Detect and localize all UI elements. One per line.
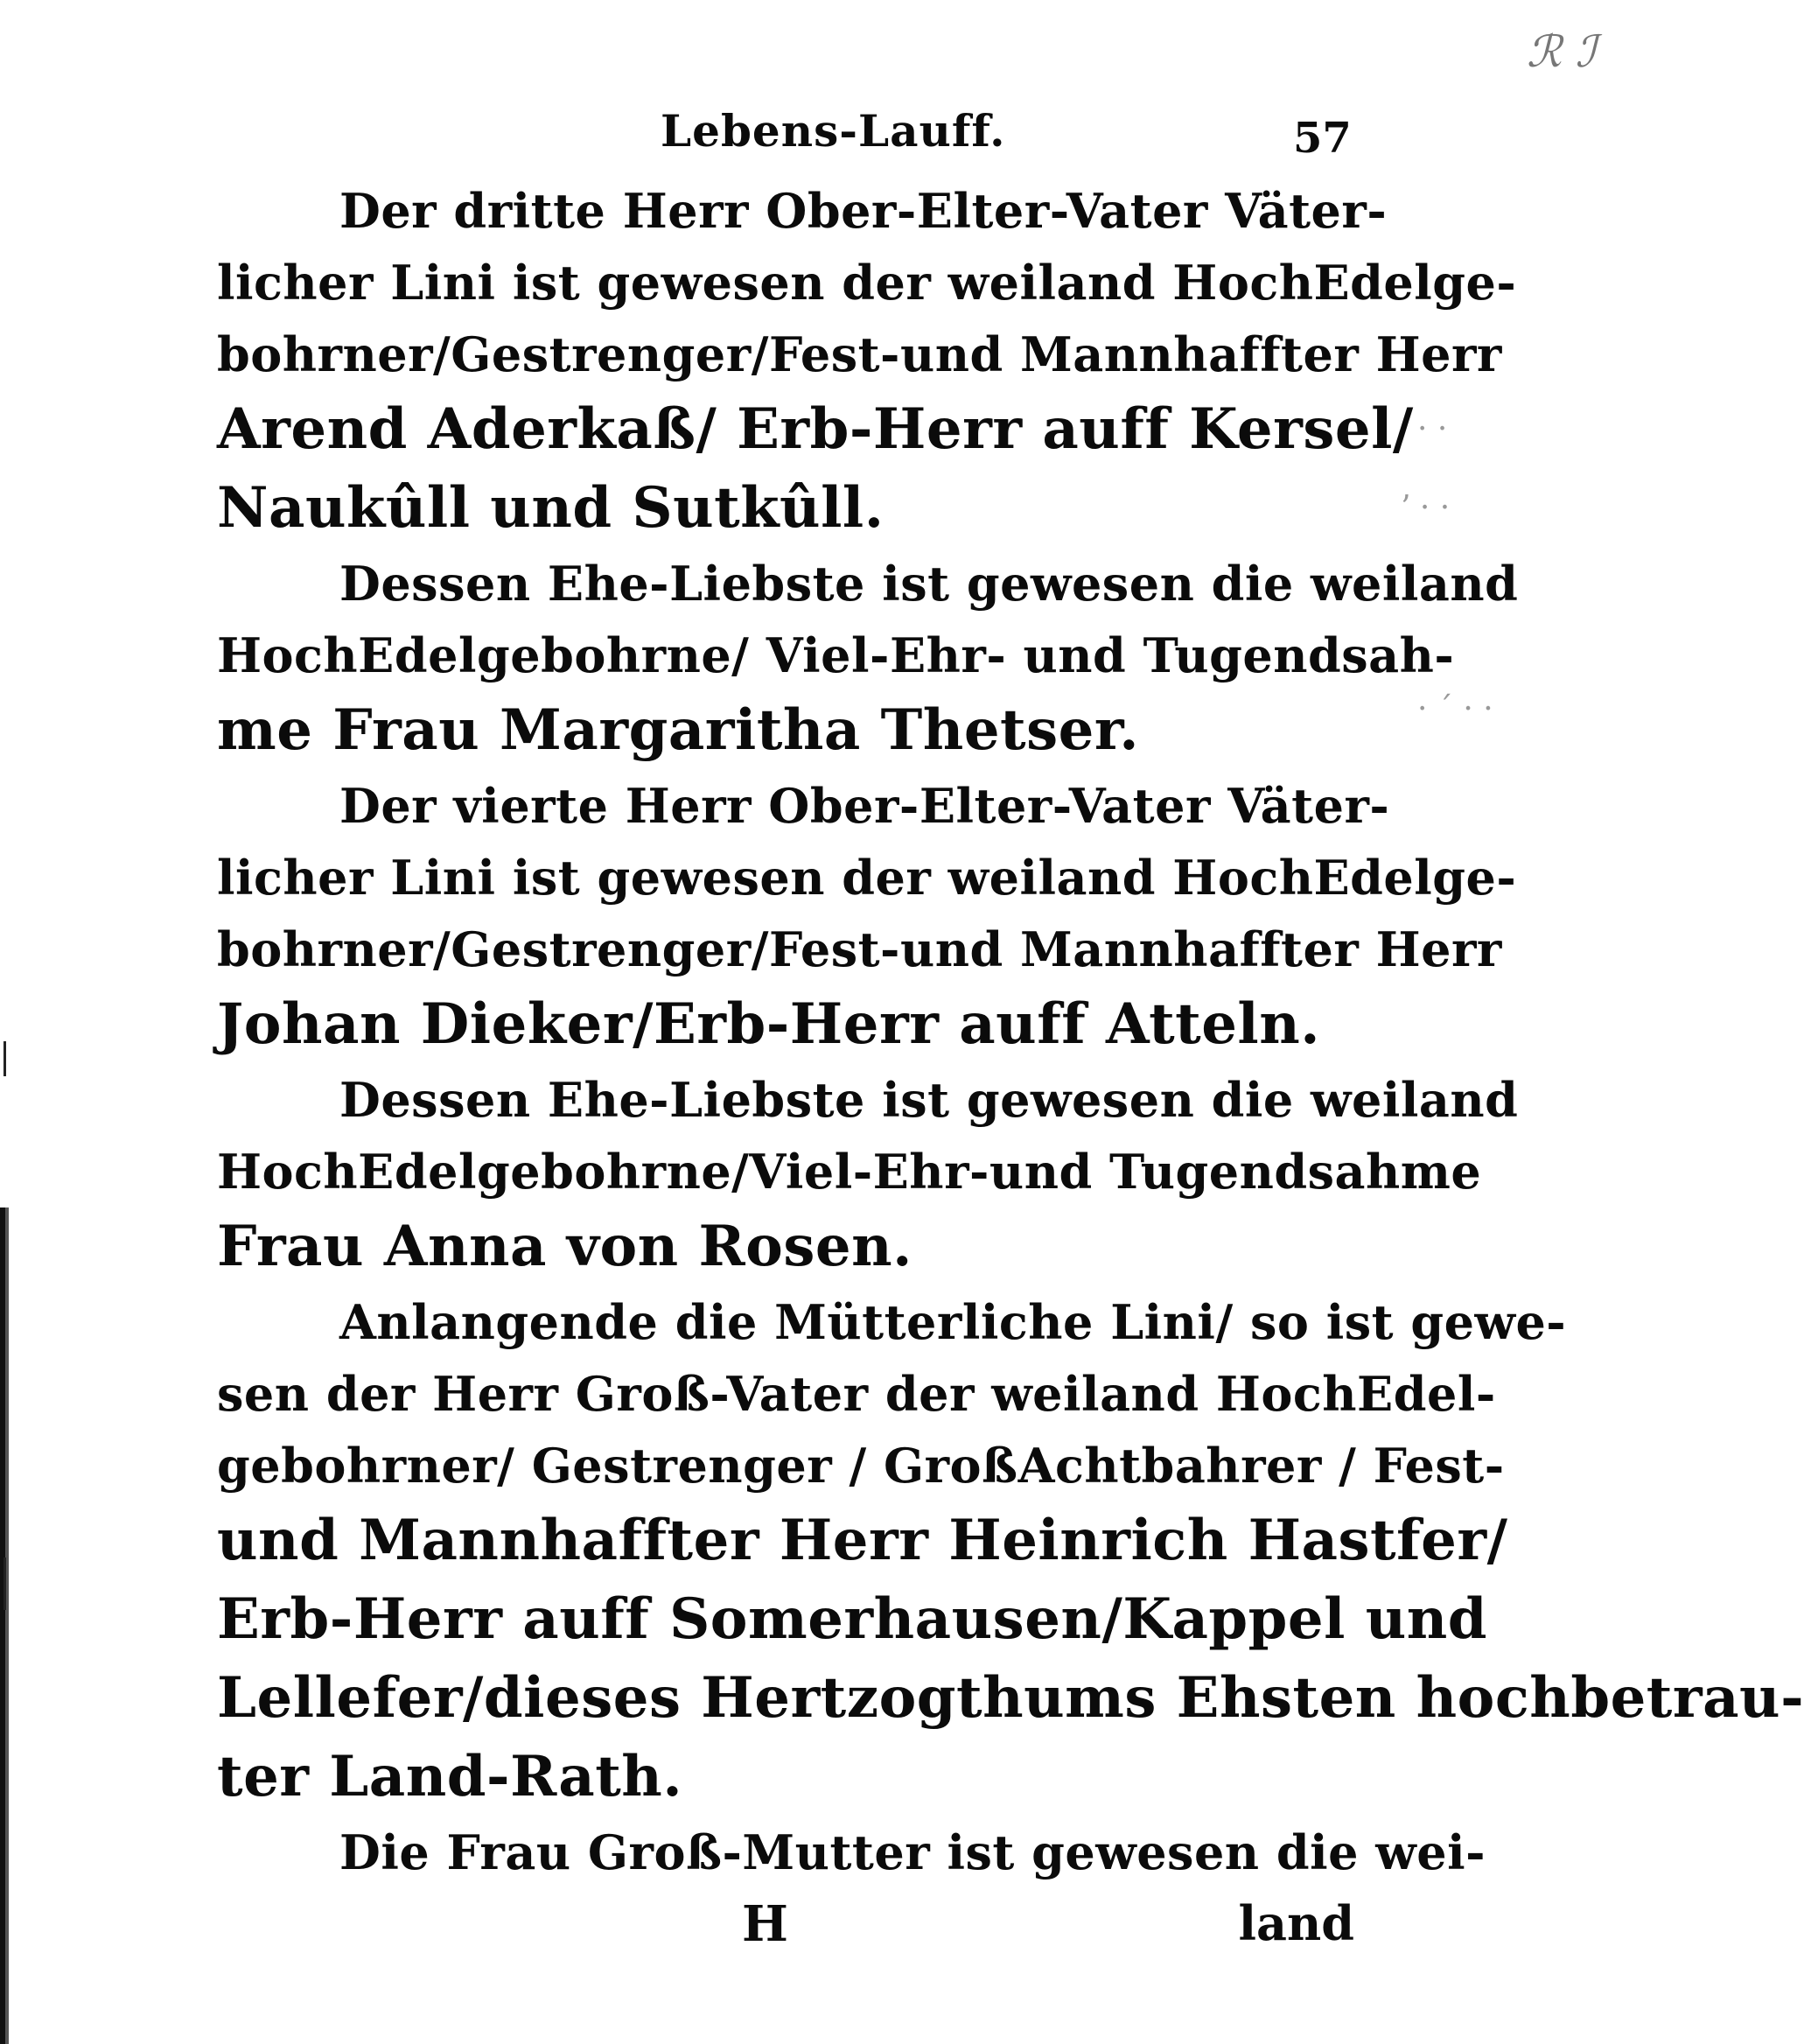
- corner-pencil-mark: ℛ ℐ: [1527, 26, 1597, 77]
- text-line: me Frau Margaritha Thetser.: [217, 697, 1139, 763]
- text-line: ter Land-Rath.: [217, 1744, 683, 1810]
- text-line: Lellefer/dieses Hertzogthums Ehsten hochbetrau-: [217, 1665, 1804, 1731]
- text-line: Dessen Ehe-Liebste ist gewesen die weiland: [339, 556, 1519, 612]
- text-line: Johan Dieker/Erb-Herr auff Atteln.: [217, 991, 1321, 1057]
- text-line: Der dritte Herr Ober-Elter-Vater Väter-: [339, 183, 1388, 239]
- text-line: Naukûll und Sutkûll.: [217, 475, 885, 541]
- text-line: Der vierte Herr Ober-Elter-Vater Väter-: [339, 778, 1390, 834]
- text-line: licher Lini ist gewesen der weiland HochEdelge-: [217, 850, 1517, 906]
- page-footer: [217, 1895, 1354, 1956]
- text-line: Erb-Herr auff Somerhausen/Kappel und: [217, 1586, 1488, 1652]
- signature-mark: H: [742, 1895, 788, 1953]
- text-line: HochEdelgebohrne/ Viel-Ehr- und Tugendsah-: [217, 627, 1455, 683]
- text-line: und Mannhaffter Herr Heinrich Hastfer/: [217, 1508, 1508, 1573]
- running-head: Lebens-Lauff.: [661, 105, 1006, 157]
- binding-gutter-shadow: [0, 1208, 12, 2044]
- gutter-speck: [3, 1041, 6, 1076]
- text-line: Die Frau Groß-Mutter ist gewesen die wei-: [339, 1824, 1486, 1880]
- text-line: bohrner/Gestrenger/Fest-und Mannhaffter Herr: [217, 326, 1502, 382]
- text-line: Dessen Ehe-Liebste ist gewesen die weiland: [339, 1072, 1519, 1128]
- text-line: sen der Herr Groß-Vater der weiland HochEdel-: [217, 1366, 1496, 1422]
- body-text: [217, 175, 1804, 1888]
- text-line: Arend Aderkaß/ Erb-Herr auff Kersel/: [217, 396, 1414, 462]
- text-line: licher Lini ist gewesen der weiland HochEdelge-: [217, 255, 1517, 311]
- page-number: 57: [1293, 114, 1352, 163]
- text-line: Frau Anna von Rosen.: [217, 1214, 912, 1279]
- text-line: HochEdelgebohrne/Viel-Ehr-und Tugendsahme: [217, 1144, 1482, 1200]
- text-line: bohrner/Gestrenger/Fest-und Mannhaffter Herr: [217, 921, 1502, 977]
- text-line: Anlangende die Mütterliche Lini/ so ist gewe-: [339, 1294, 1567, 1350]
- catchword: land: [1238, 1895, 1354, 1951]
- margin-specks: ʼ · ·: [1400, 490, 1451, 526]
- text-line: gebohrner/ Gestrenger / GroßAchtbahrer / Fest-: [217, 1438, 1505, 1494]
- gutter-speck: [3, 1558, 6, 1610]
- margin-specks: · ·: [1417, 411, 1448, 447]
- margin-specks: · ˊ · ·: [1417, 691, 1493, 727]
